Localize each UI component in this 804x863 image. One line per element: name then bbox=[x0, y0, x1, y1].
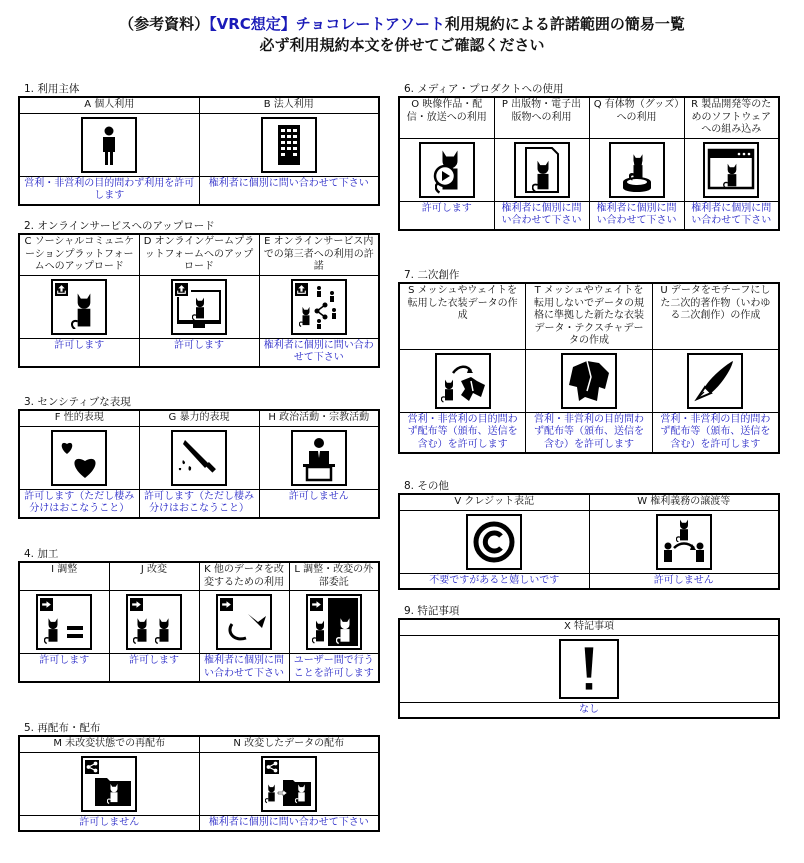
podium-icon bbox=[291, 430, 347, 486]
item-header: U データをモチーフにした二次的著作物（いわゆる二次創作）の作成 bbox=[652, 283, 779, 349]
item-status: 許可します（ただし棲み分けはおこなうこと） bbox=[139, 489, 259, 518]
item-status: 許可します bbox=[19, 338, 139, 367]
video-icon bbox=[419, 142, 475, 198]
license-table bbox=[398, 282, 780, 454]
item-status: 権利者に個別に問い合わせて下さい bbox=[589, 201, 684, 230]
item-status: 権利者に個別に問い合わせて下さい bbox=[494, 201, 589, 230]
item-header: E オンラインサービス内での第三者への利用の許諾 bbox=[259, 234, 379, 275]
item-status: 許可します bbox=[399, 201, 494, 230]
item-status: 許可しません bbox=[589, 573, 779, 589]
section-label: 9. 特記事項 bbox=[404, 605, 460, 617]
item-header: S メッシュやウェイトを転用した衣装データの作成 bbox=[399, 283, 526, 349]
section-label: 2. オンラインサービスへのアップロード bbox=[24, 220, 215, 232]
item-status: なし bbox=[399, 702, 779, 718]
page-title bbox=[0, 14, 804, 56]
section-label: 4. 加工 bbox=[24, 548, 59, 560]
document-icon bbox=[514, 142, 570, 198]
item-status: 権利者に個別に問い合わせて下さい bbox=[199, 654, 289, 683]
item-header: D オンラインゲームプラットフォームへのアップロード bbox=[139, 234, 259, 275]
section-label: 7. 二次創作 bbox=[404, 269, 460, 281]
section-online-upload bbox=[18, 220, 380, 368]
copyright-icon bbox=[466, 514, 522, 570]
item-status: 営利・非営利の目的問わず配布等（頒布、送信を含む）を許可します bbox=[399, 412, 526, 453]
item-status: 許可しません bbox=[259, 489, 379, 518]
item-header: G 暴力的表現 bbox=[139, 410, 259, 426]
item-header: W 権利義務の譲渡等 bbox=[589, 494, 779, 510]
section-usage-subject bbox=[18, 83, 380, 206]
item-header: T メッシュやウェイトを転用しないでデータの規格に準拠した新たな衣装データ・テクスチャデータの作成 bbox=[526, 283, 653, 349]
item-header: P 出版物・電子出版物への利用 bbox=[494, 97, 589, 138]
knife-icon bbox=[171, 430, 227, 486]
item-header: B 法人利用 bbox=[199, 97, 379, 113]
parts-icon bbox=[216, 594, 272, 650]
share-modified-icon bbox=[261, 756, 317, 812]
item-header: J 改変 bbox=[109, 562, 199, 591]
item-status: 営利・非営利の目的問わず配布等（頒布、送信を含む）を許可します bbox=[526, 412, 653, 453]
exclamation-icon bbox=[559, 639, 619, 699]
title-suffix: 利用規約による許諾範囲の簡易一覧 bbox=[444, 15, 685, 33]
item-status: 営利・非営利の目的問わず配布等（頒布、送信を含む）を許可します bbox=[652, 412, 779, 453]
section-processing bbox=[18, 548, 380, 683]
item-status: 許可します（ただし棲み分けはおこなうこと） bbox=[19, 489, 139, 518]
section-label: 6. メディア・プロダクトへの使用 bbox=[404, 83, 564, 95]
adjust-icon bbox=[36, 594, 92, 650]
item-header: M 未改変状態での再配布 bbox=[19, 736, 199, 752]
costume-convert-icon bbox=[435, 353, 491, 409]
item-header: K 他のデータを改変するための利用 bbox=[199, 562, 289, 591]
share-folder-icon bbox=[81, 756, 137, 812]
item-status: 権利者に個別に問い合わせて下さい bbox=[199, 815, 379, 831]
item-header: H 政治活動・宗教活動 bbox=[259, 410, 379, 426]
modify-icon bbox=[126, 594, 182, 650]
transfer-icon bbox=[656, 514, 712, 570]
title-accent: 【VRC想定】チョコレートアソート bbox=[209, 15, 445, 33]
title-line-1 bbox=[0, 14, 804, 35]
license-table bbox=[398, 618, 780, 719]
outsource-icon bbox=[306, 594, 362, 650]
section-label: 5. 再配布・配布 bbox=[24, 722, 101, 734]
item-header: V クレジット表記 bbox=[399, 494, 589, 510]
software-window-icon bbox=[703, 142, 759, 198]
title-prefix: （参考資料） bbox=[119, 15, 210, 33]
license-table bbox=[18, 96, 380, 206]
costume-icon bbox=[561, 353, 617, 409]
section-label: 8. その他 bbox=[404, 480, 449, 492]
upload-monitor-icon bbox=[171, 279, 227, 335]
item-status: 不要ですがあると嬉しいです bbox=[399, 573, 589, 589]
figure-icon bbox=[609, 142, 665, 198]
section-label: 3. センシティブな表現 bbox=[24, 396, 131, 408]
item-header: O 映像作品・配信・放送への利用 bbox=[399, 97, 494, 138]
section-redistribution bbox=[18, 722, 380, 832]
item-header: L 調整・改変の外部委託 bbox=[289, 562, 379, 591]
item-status: 権利者に個別に問い合わせて下さい bbox=[259, 338, 379, 367]
item-header: A 個人利用 bbox=[19, 97, 199, 113]
item-header: C ソーシャルコミュニケーションプラットフォームへのアップロード bbox=[19, 234, 139, 275]
section-media-product bbox=[398, 83, 780, 231]
section-other bbox=[398, 480, 780, 590]
license-table bbox=[398, 96, 780, 231]
item-header: X 特記事項 bbox=[399, 619, 779, 635]
upload-share-icon bbox=[291, 279, 347, 335]
license-table bbox=[18, 735, 380, 832]
item-status: 営利・非営利の目的問わず利用を許可します bbox=[19, 176, 199, 205]
item-status: 許可しません bbox=[19, 815, 199, 831]
item-status: 権利者に個別に問い合わせて下さい bbox=[684, 201, 779, 230]
item-header: Q 有体物（グッズ）への利用 bbox=[589, 97, 684, 138]
item-status: 権利者に個別に問い合わせて下さい bbox=[199, 176, 379, 205]
item-status: 許可します bbox=[109, 654, 199, 683]
section-label: 1. 利用主体 bbox=[24, 83, 80, 95]
hearts-icon bbox=[51, 430, 107, 486]
license-table bbox=[18, 561, 380, 683]
item-status: 許可します bbox=[139, 338, 259, 367]
item-header: F 性的表現 bbox=[19, 410, 139, 426]
section-special-notes bbox=[398, 605, 780, 719]
item-header: I 調整 bbox=[19, 562, 109, 591]
license-table bbox=[18, 409, 380, 519]
item-header: N 改変したデータの配布 bbox=[199, 736, 379, 752]
section-sensitive-expression bbox=[18, 396, 380, 519]
pen-nib-icon bbox=[687, 353, 743, 409]
section-derivative-works bbox=[398, 269, 780, 454]
upload-avatar-icon bbox=[51, 279, 107, 335]
item-header: R 製品開発等のためのソフトウェアへの組み込み bbox=[684, 97, 779, 138]
item-status: 許可します bbox=[19, 654, 109, 683]
item-status: ユーザー間で行うことを許可します bbox=[289, 654, 379, 683]
license-table bbox=[398, 493, 780, 590]
license-table bbox=[18, 233, 380, 368]
building-icon bbox=[261, 117, 317, 173]
person-icon bbox=[81, 117, 137, 173]
title-line-2: 必ず利用規約本文を併せてご確認ください bbox=[259, 36, 545, 54]
